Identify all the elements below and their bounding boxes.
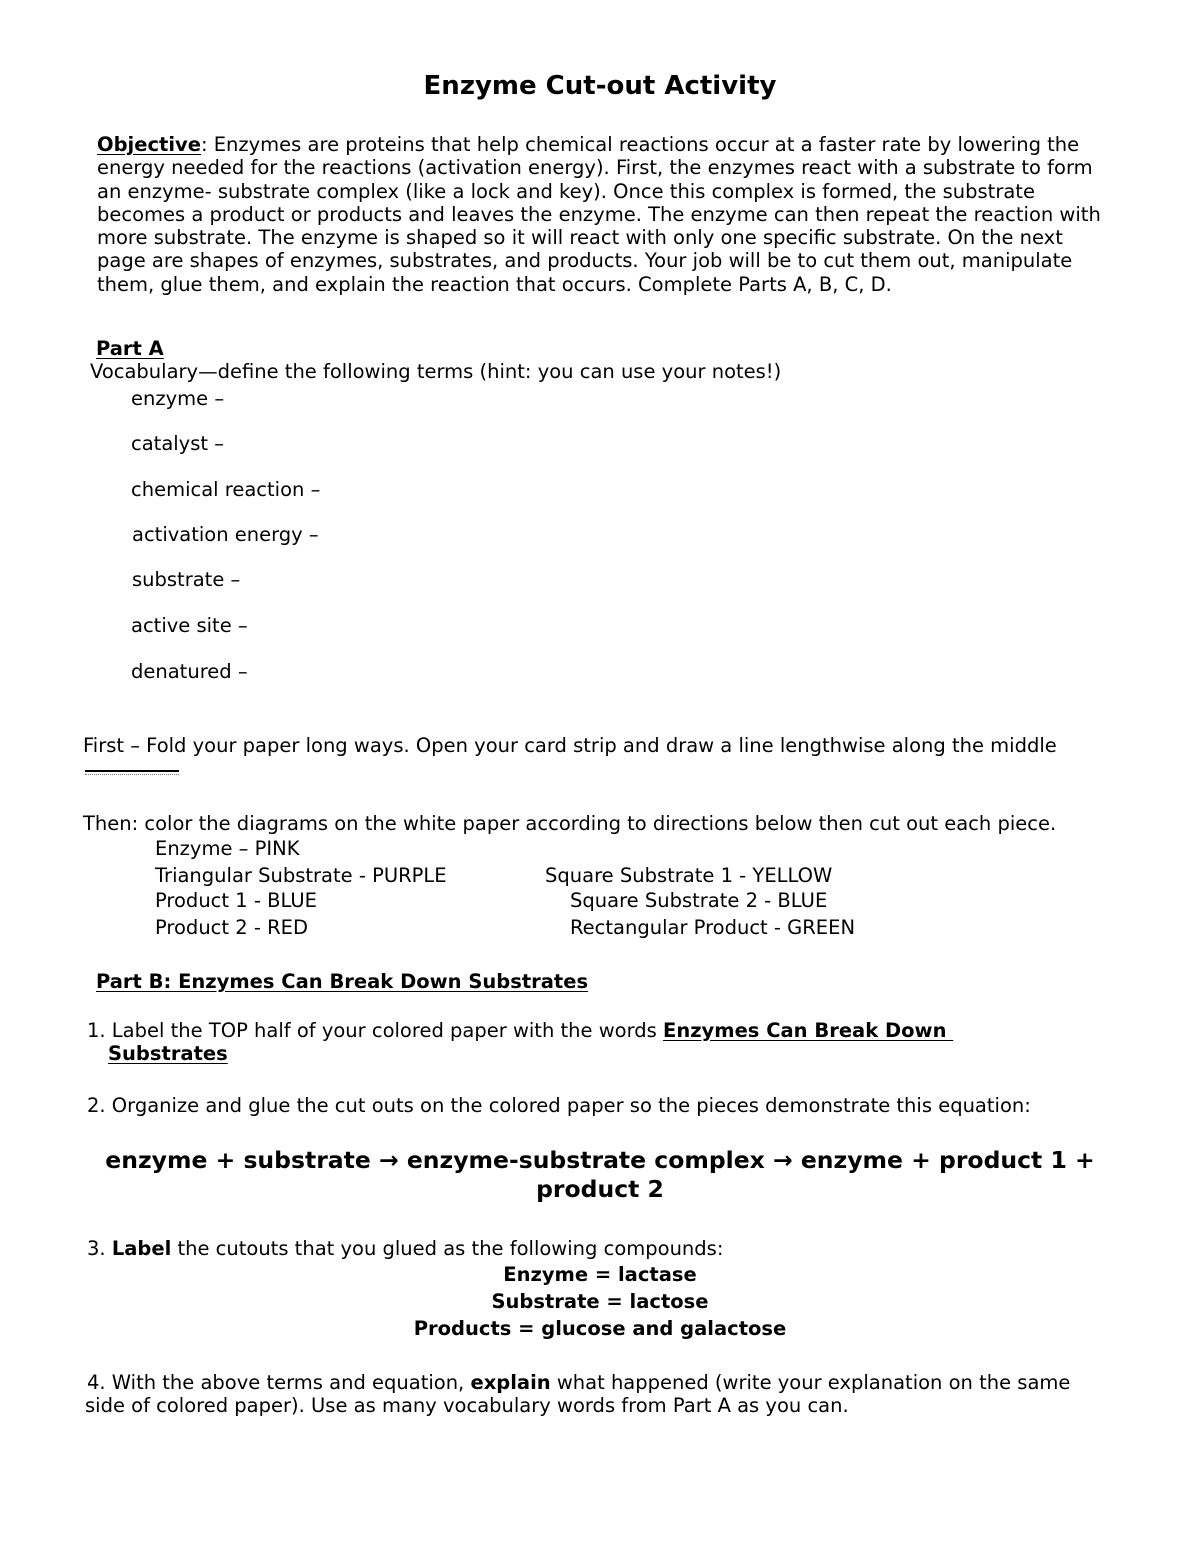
step-bold-label: Enzymes Can Break Down bbox=[663, 1019, 954, 1042]
color-instruction: Then: color the diagrams on the white paper according to directions below then cut out each piece. bbox=[83, 812, 1057, 835]
step-bold-word: Label bbox=[111, 1237, 172, 1260]
objective-line bbox=[97, 133, 1127, 156]
part-a-heading: Part A bbox=[96, 337, 164, 360]
objective-label: Objective bbox=[97, 133, 201, 156]
vocab-term: catalyst – bbox=[131, 432, 224, 455]
color-item: Product 1 - BLUE bbox=[155, 889, 317, 912]
step-text: what happened (write your explanation on the same bbox=[550, 1371, 1071, 1394]
compound-label: Substrate = lactose bbox=[491, 1290, 709, 1313]
objective-text: Enzymes are proteins that help chemical reactions occur at a faster rate by lowering the bbox=[207, 133, 1080, 156]
step-number: 3. bbox=[87, 1237, 112, 1260]
objective-line: page are shapes of enzymes, substrates, and products. Your job will be to cut them out, manipulate bbox=[97, 249, 1073, 273]
step-bold-word: explain bbox=[470, 1371, 551, 1394]
step-text: 4. With the above terms and equation, bbox=[87, 1371, 471, 1394]
step-4-continued: side of colored paper). Use as many vocabulary words from Part A as you can. bbox=[85, 1394, 849, 1417]
color-item: Enzyme – PINK bbox=[155, 837, 300, 860]
page-title: Enzyme Cut-out Activity bbox=[423, 71, 777, 101]
equation-line: enzyme + substrate → enzyme-substrate complex → enzyme + product 1 + bbox=[105, 1146, 1095, 1174]
color-item: Rectangular Product - GREEN bbox=[570, 916, 856, 939]
vocab-term: enzyme – bbox=[131, 387, 225, 410]
vocab-term: denatured – bbox=[131, 660, 248, 683]
color-item: Square Substrate 2 - BLUE bbox=[570, 889, 828, 912]
step-3 bbox=[87, 1237, 723, 1260]
objective-line: an enzyme- substrate complex (like a lock and key). Once this complex is formed, the substrate bbox=[97, 179, 1035, 203]
color-item: Triangular Substrate - PURPLE bbox=[155, 864, 447, 887]
equation-line: product 2 bbox=[536, 1175, 664, 1203]
line-mark-shadow bbox=[85, 774, 179, 775]
part-b-heading: Part B: Enzymes Can Break Down Substrates bbox=[96, 970, 589, 993]
step-4 bbox=[87, 1371, 1070, 1394]
vocab-term: chemical reaction – bbox=[131, 478, 321, 501]
step-text: the cutouts that you glued as the following compounds: bbox=[171, 1237, 724, 1260]
step-text: Label the TOP half of your colored paper with the words bbox=[105, 1019, 663, 1042]
vocab-term: activation energy – bbox=[132, 523, 319, 546]
reaction-equation bbox=[0, 1146, 1200, 1204]
fold-instruction: First – Fold your paper long ways. Open your card strip and draw a line lengthwise along the middle bbox=[83, 734, 1057, 757]
compound-label: Enzyme = lactase bbox=[503, 1263, 697, 1286]
part-a-instruction: Vocabulary—define the following terms (hint: you can use your notes!) bbox=[90, 360, 782, 383]
objective-paragraph bbox=[97, 133, 1127, 296]
objective-colon: : bbox=[200, 133, 208, 156]
vocab-term: substrate – bbox=[132, 568, 241, 591]
objective-line: becomes a product or products and leaves the enzyme. The enzyme can then repeat the reaction with bbox=[97, 202, 1101, 226]
objective-line: them, glue them, and explain the reaction that occurs. Complete Parts A, B, C, D. bbox=[97, 272, 892, 296]
line-mark bbox=[85, 770, 179, 772]
step-1 bbox=[87, 1019, 953, 1042]
objective-line: more substrate. The enzyme is shaped so it will react with only one specific substrate. On the next bbox=[97, 226, 1063, 250]
step-2: 2. Organize and glue the cut outs on the colored paper so the pieces demonstrate this equation: bbox=[87, 1094, 1031, 1117]
compound-label: Products = glucose and galactose bbox=[413, 1317, 787, 1340]
vocab-term: active site – bbox=[131, 614, 248, 637]
objective-line: energy needed for the reactions (activation energy). First, the enzymes react with a substrate to form bbox=[97, 156, 1093, 180]
step-bold-label: Substrates bbox=[108, 1042, 228, 1065]
color-item: Product 2 - RED bbox=[155, 916, 308, 939]
step-number: 1. bbox=[87, 1019, 106, 1042]
color-item: Square Substrate 1 - YELLOW bbox=[545, 864, 833, 887]
